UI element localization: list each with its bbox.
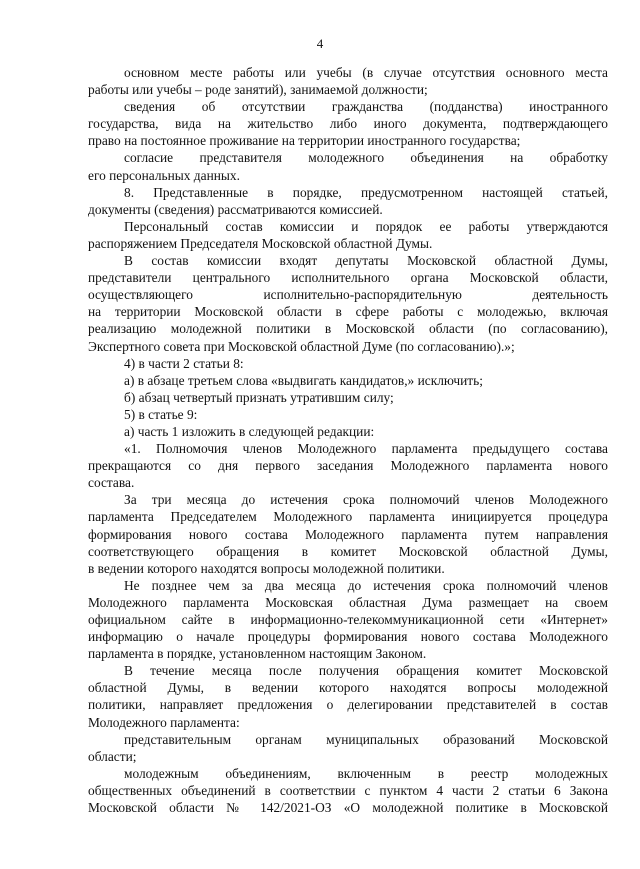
text-line: основном месте работы или учебы (в случае отсутствия основного места [124, 65, 608, 80]
page-number: 4 [316, 36, 324, 51]
text-line: распоряжением Председателя Московской областной Думы. [88, 235, 433, 251]
text-line: Персональный состав комиссии и порядок ее работы утверждаются [124, 218, 608, 234]
text-line: осуществляющего исполнительно-распорядительную деятельность [88, 287, 608, 303]
paragraph [88, 98, 608, 149]
paragraph [88, 355, 608, 372]
text-line: парламента Председателем Молодежного парламента инициируется процедура [88, 509, 608, 525]
paragraph [88, 218, 608, 252]
paragraph [88, 491, 608, 576]
text-line: В течение месяца после получения обращения комитет Московской [124, 663, 608, 679]
text-line: прекращаются со дня первого заседания Молодежного парламента нового [88, 458, 608, 474]
paragraph [88, 406, 608, 423]
text-line: б) абзац четвертый признать утратившим силу; [124, 389, 394, 405]
text-line: официальном сайте в информационно-телекоммуникационной сети «Интернет» [88, 612, 608, 627]
text-line: 4) в части 2 статьи 8: [124, 355, 244, 371]
text-line: согласие представителя молодежного объединения на обработку [124, 150, 608, 166]
text-line: Молодежного парламента Московская областная Дума размещает на своем [88, 594, 608, 610]
paragraph [88, 440, 608, 491]
text-line: соответствующего обращения в комитет Московской областной Думы, [88, 543, 608, 559]
text-line: документы (сведения) рассматриваются комиссией. [88, 201, 383, 217]
text-line: Молодежного парламента: [88, 714, 240, 730]
text-line: парламента в порядке, установленном настоящим Законом. [88, 646, 427, 662]
text-line: формирования нового состава Молодежного парламента путем направления [88, 526, 608, 542]
text-line: Экспертного совета при Московской областной Думе (по согласованию).»; [88, 338, 515, 354]
paragraph [88, 184, 608, 218]
document-body [88, 64, 608, 816]
text-line: 5) в статье 9: [124, 406, 198, 422]
text-line: общественных объединений в соответствии с пунктом 4 части 2 статьи 6 Закона [88, 782, 608, 798]
paragraph [88, 149, 608, 183]
text-line: В состав комиссии входят депутаты Московской областной Думы, [124, 253, 608, 269]
text-line: сведения об отсутствии гражданства (подданства) иностранного [124, 99, 608, 115]
text-line: работы или учебы – роде занятий), занимаемой должности; [88, 82, 428, 98]
text-line: молодежным объединениям, включенным в реестр молодежных [124, 765, 608, 781]
text-line: Московской области № 142/2021-ОЗ «О молодежной политике в Московской [88, 800, 608, 816]
text-line: областной Думы, в ведении которого находятся вопросы молодежной [88, 680, 608, 696]
paragraph [88, 731, 608, 765]
text-line: информацию о начале процедуры формирования нового состава Молодежного [88, 629, 608, 645]
text-line: в ведении которого находятся вопросы молодежной политики. [88, 560, 445, 576]
paragraph [88, 372, 608, 389]
text-line: а) часть 1 изложить в следующей редакции: [124, 423, 375, 439]
paragraph [88, 662, 608, 730]
paragraph [88, 577, 608, 662]
text-line: представители центрального исполнительного органа Московской области, [88, 270, 608, 286]
text-line: За три месяца до истечения срока полномочий членов Молодежного [124, 492, 608, 508]
paragraph [88, 252, 608, 355]
text-line: политики, направляет предложения о делегировании представителей в состав [88, 697, 608, 713]
text-line: право на постоянное проживание на территории иностранного государства; [88, 133, 521, 149]
text-line: его персональных данных. [88, 167, 240, 183]
text-line: области; [88, 748, 137, 764]
text-line: на территории Московской области в сфере работы с молодежью, включая [88, 304, 608, 320]
text-line: состава. [88, 475, 135, 491]
text-line: Не позднее чем за два месяца до истечения срока полномочий членов [124, 577, 608, 593]
text-line: 8. Представленные в порядке, предусмотренном настоящей статьей, [124, 184, 608, 200]
text-line: представительным органам муниципальных образований Московской [124, 731, 608, 747]
text-line: «1. Полномочия членов Молодежного парламента предыдущего состава [124, 441, 608, 457]
text-line: государства, вида на жительство либо иного документа, подтверждающего [88, 116, 608, 132]
paragraph [88, 423, 608, 440]
text-line: реализацию молодежной политики в Московской области (по согласованию), [88, 321, 608, 337]
paragraph [88, 64, 608, 98]
paragraph [88, 765, 608, 816]
paragraph [88, 389, 608, 406]
text-line: а) в абзаце третьем слова «выдвигать кандидатов,» исключить; [124, 372, 483, 388]
